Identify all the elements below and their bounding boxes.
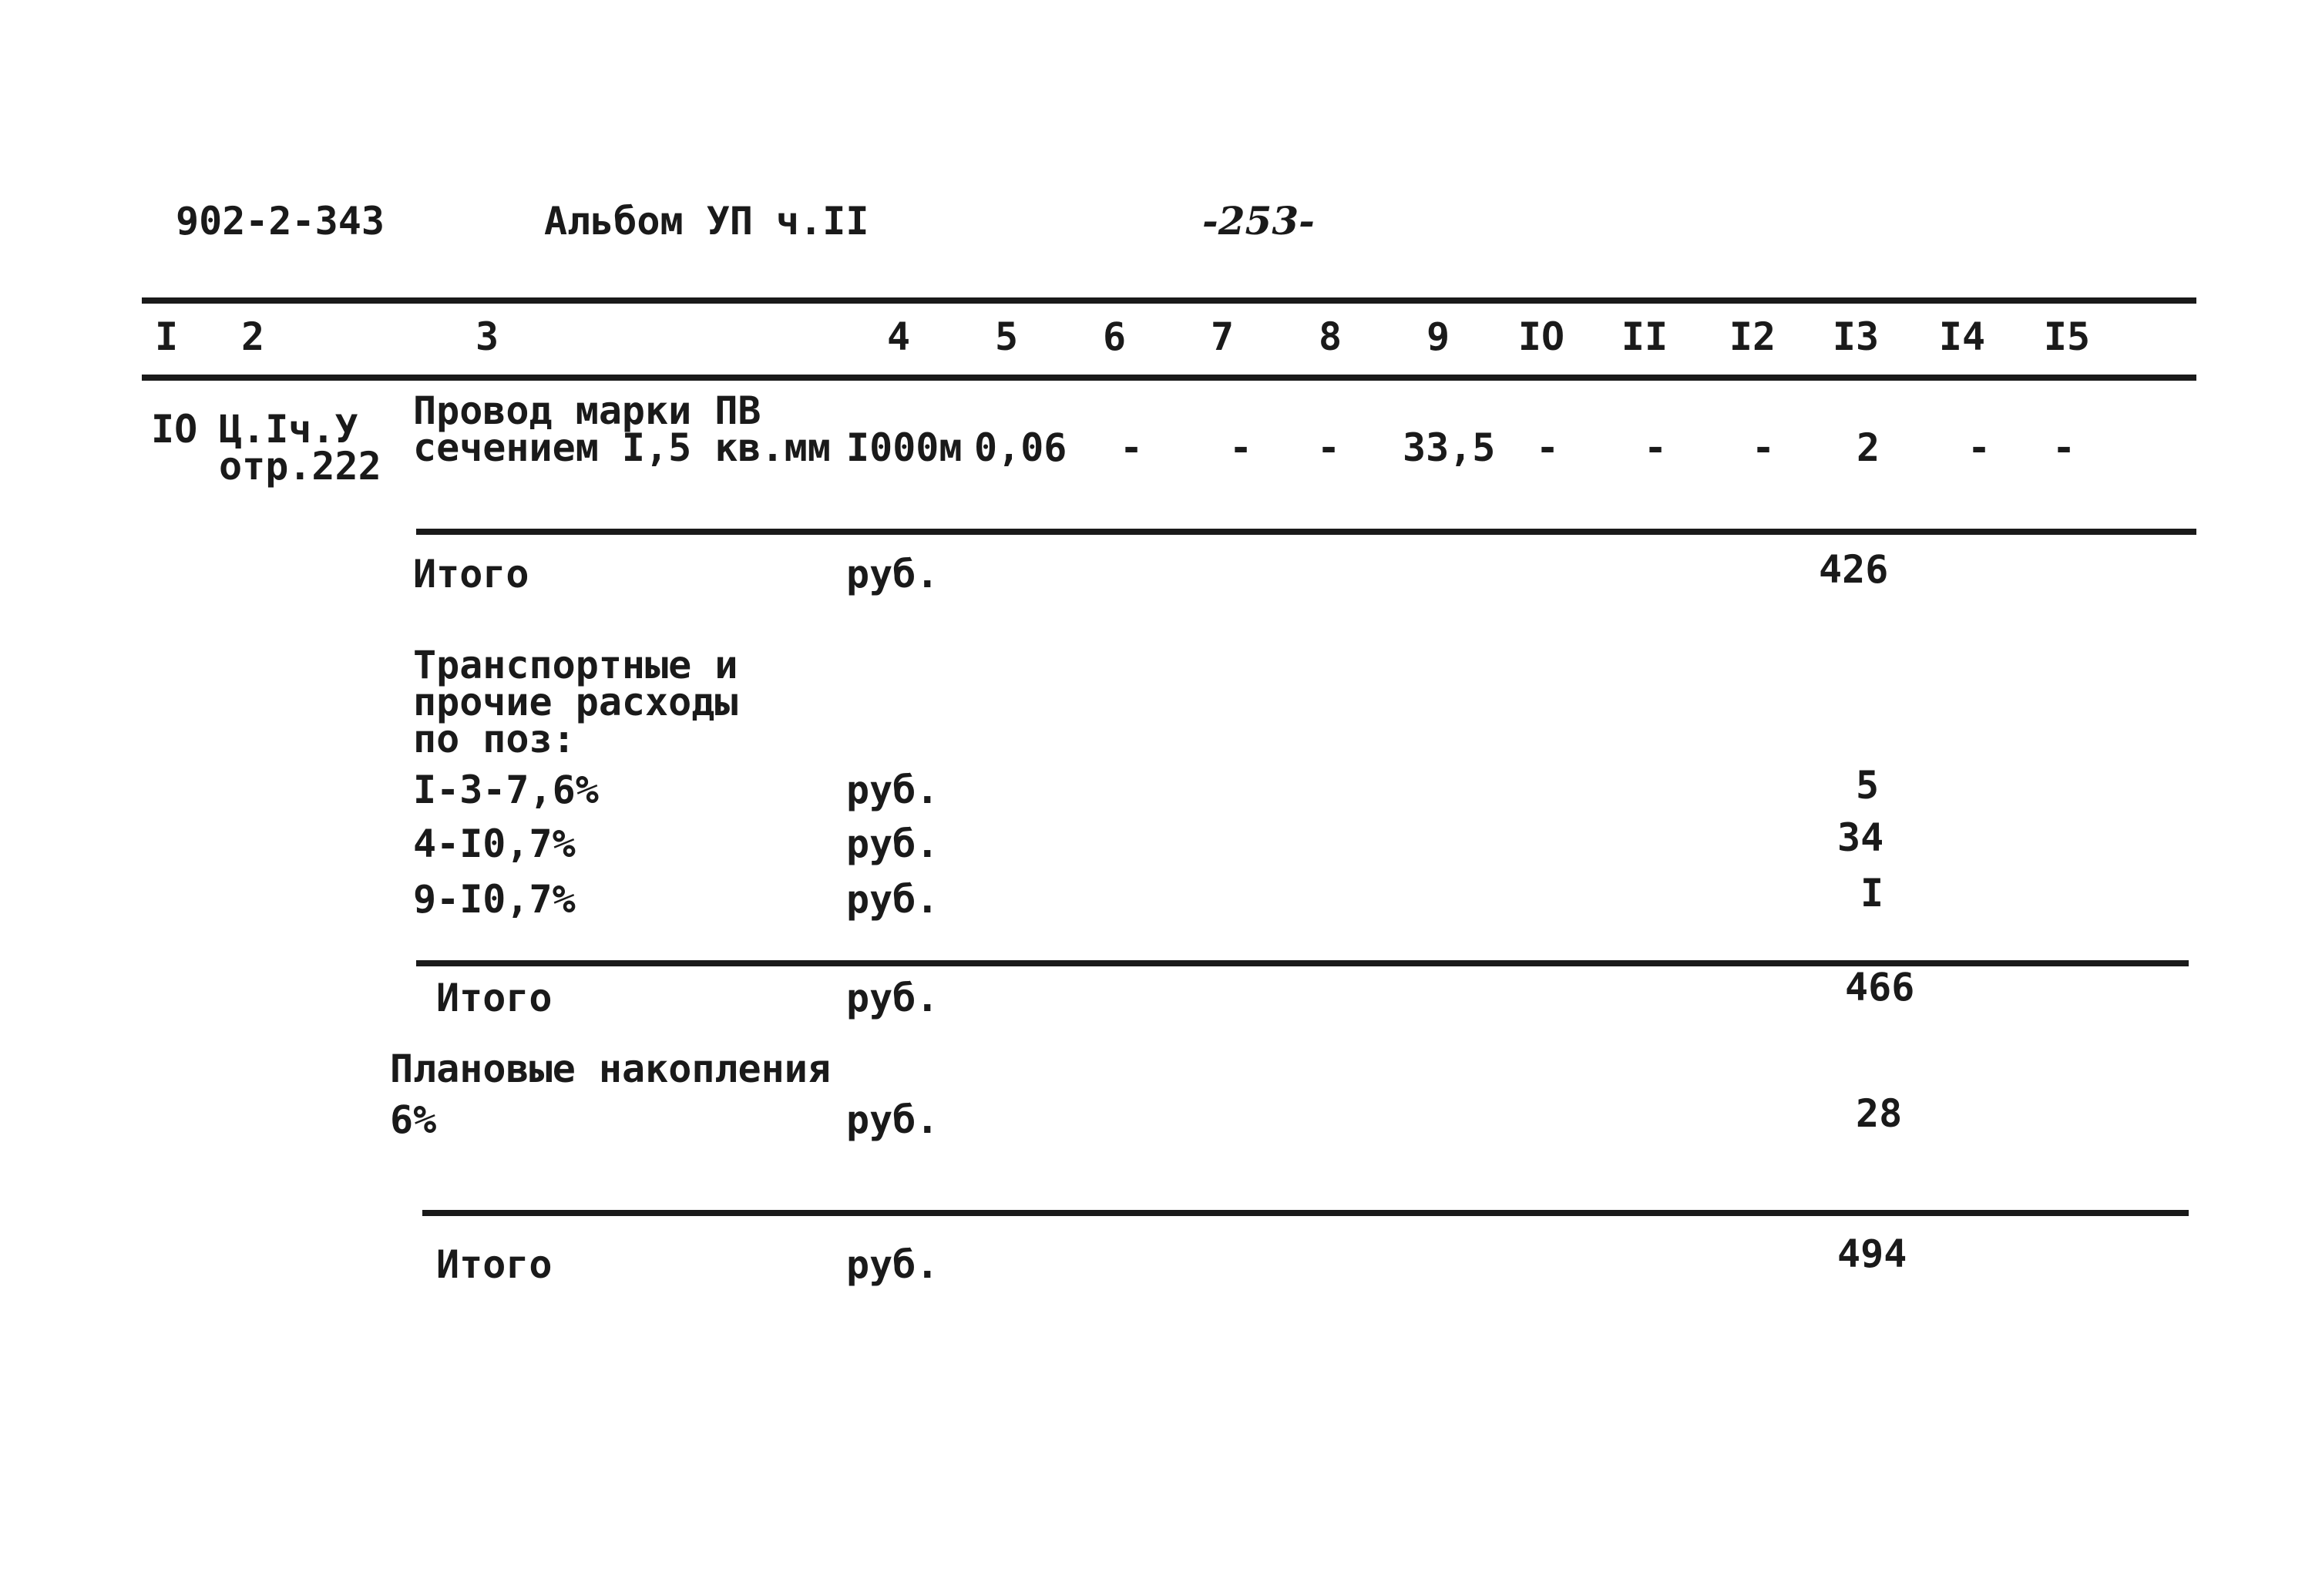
transport-heading-2: прочие расходы [413, 680, 738, 724]
column-header: 9 [1426, 314, 1450, 359]
transport-rate-value: 5 [1856, 763, 1880, 808]
item-reference-page: отр.222 [219, 444, 381, 489]
transport-rate-unit: руб. [846, 877, 939, 922]
subtotal-unit: руб. [846, 552, 939, 596]
subtotal-rule [416, 529, 2196, 535]
transport-rate-label: 9-I0,7% [413, 877, 576, 922]
planned-rate: 6% [390, 1097, 437, 1142]
transport-rate-unit: руб. [846, 768, 939, 812]
transport-rate-value: 34 [1837, 815, 1884, 860]
transport-rate-label: 4-I0,7% [413, 822, 576, 866]
page-number: -253- [1202, 198, 1315, 244]
cell-col-7: - [1228, 425, 1253, 470]
column-header: 8 [1318, 314, 1342, 359]
total-value: 494 [1837, 1231, 1907, 1276]
subtotal-rule [416, 960, 2189, 966]
column-header: I2 [1729, 314, 1776, 359]
column-header: 5 [994, 314, 1019, 359]
cell-col-14: - [1967, 425, 1991, 470]
item-description: Провод марки ПВ [413, 388, 761, 433]
document-number: 902-2-343 [176, 199, 385, 244]
column-header: IO [1517, 314, 1565, 359]
item-reference: Ц.Iч.У [219, 407, 358, 452]
transport-rate-unit: руб. [846, 822, 939, 866]
total-label: Итого [436, 1242, 553, 1287]
column-header: II [1621, 314, 1668, 359]
cell-col-10: - [1535, 425, 1560, 470]
column-header: 2 [240, 314, 265, 359]
transport-rate-value: I [1860, 871, 1884, 916]
item-unit: I000м [846, 425, 963, 470]
cell-col-6: - [1119, 425, 1144, 470]
cell-col-12: - [1751, 425, 1776, 470]
cell-col-9: 33,5 [1403, 425, 1496, 470]
cell-col-11: - [1643, 425, 1668, 470]
column-header: 3 [475, 314, 499, 359]
subtotal-label: Итого [413, 552, 529, 596]
column-header: I3 [1832, 314, 1880, 359]
column-header: I [154, 314, 179, 359]
item-description-2: сечением I,5 кв.мм [413, 425, 831, 470]
subtotal-value: 426 [1819, 547, 1889, 592]
header-bottom-rule [142, 375, 2196, 381]
column-header: 4 [886, 314, 911, 359]
transport-heading: Транспортные и [413, 643, 738, 687]
total-unit: руб. [846, 1242, 939, 1287]
album-label: Альбом УП ч.II [544, 199, 869, 244]
column-header: 6 [1102, 314, 1127, 359]
total-rule [422, 1210, 2189, 1216]
subtotal-unit: руб. [846, 976, 939, 1020]
cell-col-15: - [2051, 425, 2076, 470]
transport-rate-label: I-3-7,6% [413, 768, 599, 812]
planned-unit: руб. [846, 1097, 939, 1142]
planned-value: 28 [1856, 1091, 1903, 1136]
cell-col-8: - [1316, 425, 1341, 470]
subtotal-value: 466 [1845, 965, 1915, 1010]
cell-col-5: 0,06 [974, 425, 1067, 470]
item-number: IO [151, 407, 198, 452]
planned-heading: Плановые накопления [390, 1047, 831, 1091]
column-header: 7 [1210, 314, 1235, 359]
column-header: I5 [2043, 314, 2091, 359]
transport-heading-3: по поз: [413, 717, 576, 761]
table-top-rule [142, 297, 2196, 304]
subtotal-label: Итого [436, 976, 553, 1020]
column-header: I4 [1938, 314, 1986, 359]
cell-col-13: 2 [1856, 425, 1880, 470]
